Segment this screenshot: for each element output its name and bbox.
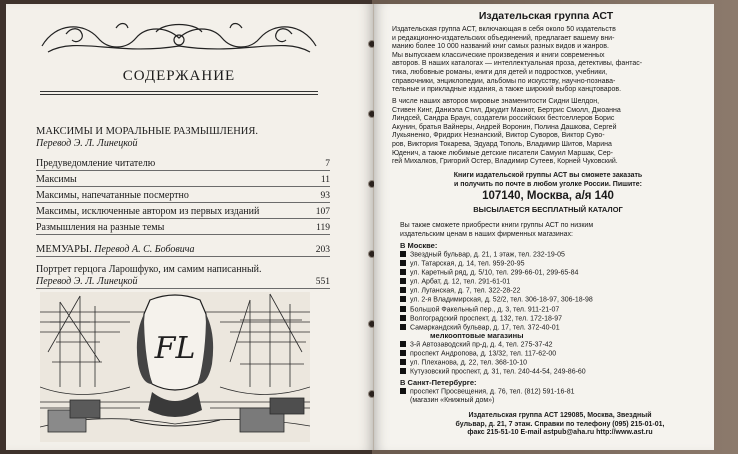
publisher-footer: Издательская группа АСТ 129085, Москва, Звездный бульвар, д. 21, 7 этаж. Справки по телефону (095) 215-01-01, факс 215-51-10 E-mail astpub@aha.ru http://www.ast.ru (455, 412, 665, 437)
list-item: ул. Арбат, д. 12, тел. 291-61-01 (400, 278, 704, 287)
intro-text: Издательская группа АСТ, включающая в себя около 50 издательств и редакционно-издательских объединений, предлагает вашему вни- манию более 10 000 названий книг самых разных видов и жанров. Мы выпускаем классические произведения и книги современных авторов. В наших каталогах — интеллектуальная проза, детективы, фантас- тика, любовные романы, книги для детей и подростков, учебники, справочники, энциклопедии, альбомы по искусству, научно-познава- тельные и прикладные издания, а также широкий выбор канцтоваров. (392, 26, 643, 94)
shops-note: Вы также сможете приобрести книги группы АСТ по низким издательским ценам в наших фирменных магазинах: (400, 222, 594, 238)
wholesale-title: мелкооптовые магазины (430, 331, 524, 340)
list-item-note: (магазин «Книжный дом») (410, 397, 495, 405)
bullet-icon (400, 388, 406, 394)
toc-entry[interactable]: Размышления на разные темы 119 (36, 219, 330, 235)
list-item: ул. Луганская, д. 7, тел. 322-28-22 (400, 287, 704, 296)
list-item: Большой Факельный пер., д. 3, тел. 911-21-07 (400, 306, 704, 315)
spb-title: В Санкт-Петербурге: (400, 378, 477, 387)
catalog-note: ВЫСЫЛАЕТСЯ БЕСПЛАТНЫЙ КАТАЛОГ (473, 205, 623, 214)
bullet-icon (400, 350, 406, 356)
bullet-icon (400, 278, 406, 284)
title-rule-2 (40, 94, 318, 95)
bullet-icon (400, 260, 406, 266)
moscow-title: В Москве: (400, 241, 438, 250)
svg-text:FL: FL (154, 331, 196, 366)
toc-entry[interactable]: Максимы, исключенные автором из первых изданий 107 (36, 203, 330, 219)
portrait-line: Портрет герцога Ларошфуко, им самим написанный. (36, 264, 262, 275)
bullet-icon (400, 251, 406, 257)
list-item: проспект Просвещения, д. 76, тел. (812) 591-16-81 (400, 388, 704, 397)
toc-entry-memoirs[interactable]: МЕМУАРЫ. Перевод А. С. Бобовича 203 (36, 241, 330, 257)
toc-entry-portrait[interactable]: Перевод Э. Л. Линецкой 551 (36, 276, 330, 287)
bullet-icon (400, 368, 406, 374)
contents-title: СОДЕРЖАНИЕ (122, 68, 236, 84)
title-rule (40, 91, 318, 92)
list-item: ул. Плеханова, д. 22, тел. 368-10-10 (400, 359, 704, 368)
list-item: 3-й Автозаводский пр-д, д. 4, тел. 275-37-42 (400, 341, 704, 350)
list-item: проспект Андропова, д. 13/32, тел. 117-62-00 (400, 350, 704, 359)
bullet-icon (400, 306, 406, 312)
list-item: Кутузовский проспект, д. 31, тел. 240-44-54, 249-86-60 (400, 368, 704, 377)
list-item: ул. 2-я Владимирская, д. 52/2, тел. 306-18-97, 306-18-98 (400, 296, 704, 305)
bullet-icon (400, 287, 406, 293)
list-item: ул. Татарская, д. 14, тел. 959-20-95 (400, 260, 704, 269)
bullet-icon (400, 315, 406, 321)
list-item: Волгоградский проспект, д. 132, тел. 172-18-97 (400, 315, 704, 324)
toc-entry[interactable]: Максимы 11 (36, 171, 330, 187)
bullet-icon (400, 296, 406, 302)
table-of-contents (36, 126, 330, 289)
ornament-icon (36, 16, 322, 60)
toc-entry[interactable]: Максимы, напечатанные посмертно 93 (36, 187, 330, 203)
moscow-shops-list (400, 251, 704, 333)
toc-entry[interactable]: Предуведомление читателю 7 (36, 155, 330, 171)
bullet-icon (400, 324, 406, 330)
bullet-icon (400, 269, 406, 275)
publisher-header: Издательская группа АСТ (478, 10, 614, 22)
mailing-address: 107140, Москва, а/я 140 (482, 190, 614, 202)
section-translator: Перевод Э. Л. Линецкой (36, 138, 138, 149)
list-item: Звездный бульвар, д. 21, 1 этаж, тел. 232-19-05 (400, 251, 704, 260)
section-title: МАКСИМЫ И МОРАЛЬНЫЕ РАЗМЫШЛЕНИЯ. (36, 126, 258, 137)
bullet-icon (400, 359, 406, 365)
bullet-icon (400, 341, 406, 347)
spb-shops-list (400, 388, 704, 406)
list-item: ул. Каретный ряд, д. 5/10, тел. 299-66-01, 299-65-84 (400, 269, 704, 278)
list-item: Самаркандский бульвар, д. 17, тел. 372-40-01 (400, 324, 704, 333)
wholesale-shops-list (400, 341, 704, 377)
authors-text: В числе наших авторов мировые знаменитости Сидни Шелдон, Стивен Кинг, Даниэла Стил, Джудит Макнот, Бертрис Смолл, Джоанна Линдсей, Сандра Браун, создатели российских бестселлеров Борис Акунин, братья Вайнеры, Андрей Воронин, Полина Дашкова, Сергей Лукьяненко, Фридрих Незнанский, Виктор Суворов, Виктор Суво- ров, Виктория Токарева, Эдуард Тополь, Владимир Шитов, Марина Юденич, а также любимые детские писатели Самуил Маршак, Сер- гей Михалков, Григорий Остер, Владимир Сутеев, Корней Чуковский. (392, 98, 621, 166)
order-note: Книги издательской группы АСТ вы сможете заказать и получить по почте в любом уголке России. Пишите: (453, 172, 643, 188)
engraving-illustration-icon (40, 292, 310, 442)
